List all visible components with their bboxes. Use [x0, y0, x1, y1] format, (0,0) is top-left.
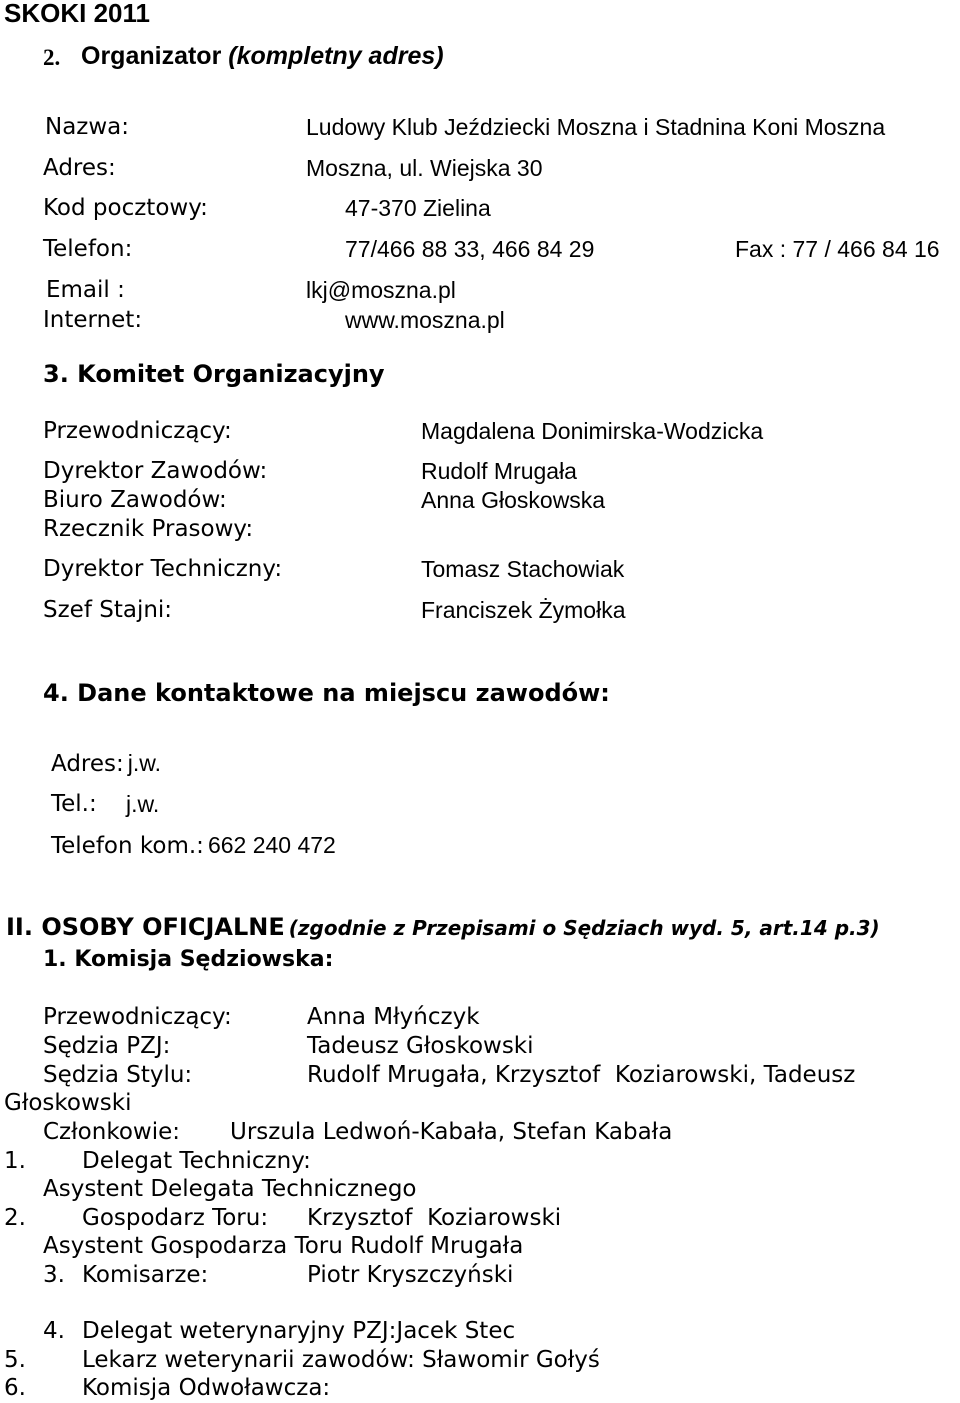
tech-delegate-label: Delegat Techniczny: — [82, 1148, 311, 1174]
pzj-judge-label: Sędzia PZJ: — [43, 1033, 171, 1059]
list-number: 1. — [4, 1148, 26, 1174]
phone-label: Telefon: — [43, 236, 133, 262]
pzj-judge-value: Tadeusz Głoskowski — [307, 1033, 534, 1059]
tech-director-label: Dyrektor Techniczny: — [43, 556, 283, 582]
email-value: lkj@moszna.pl — [306, 277, 456, 303]
officials-heading — [6, 915, 880, 939]
organizer-heading-note: (kompletny adres) — [228, 42, 444, 70]
jury-chair-label: Przewodniczący: — [43, 1004, 232, 1030]
jury-heading: 1. Komisja Sędziowska: — [43, 947, 334, 972]
name-value: Ludowy Klub Jeździecki Moszna i Stadnina Koni Moszna — [306, 114, 886, 140]
officials-heading-main: II. OSOBY OFICJALNE — [6, 913, 285, 941]
section-number: 2. — [43, 45, 61, 70]
postal-value: 47-370 Zielina — [345, 195, 491, 221]
name-label: Nazwa: — [45, 114, 130, 140]
list-number: 2. — [4, 1205, 26, 1231]
stable-label: Szef Stajni: — [43, 597, 173, 623]
contact-mobile-label: Telefon kom.: — [51, 833, 204, 859]
appeal-committee-text: Komisja Odwoławcza: — [82, 1375, 331, 1401]
style-judge-value: Rudolf Mrugała, Krzysztof Koziarowski, Tadeusz — [307, 1062, 856, 1088]
chair-value: Magdalena Donimirska-Wodzicka — [421, 418, 764, 444]
list-number: 6. — [4, 1375, 26, 1401]
organizer-heading-main: Organizator — [81, 42, 222, 70]
page-title: SKOKI 2011 — [4, 0, 150, 28]
organizer-heading — [81, 44, 444, 69]
contact-heading: 4. Dane kontaktowe na miejscu zawodów: — [43, 679, 610, 707]
course-designer-value: Krzysztof Koziarowski — [307, 1205, 562, 1231]
email-label: Email : — [46, 277, 125, 303]
contact-tel-label: Tel.: — [51, 791, 97, 817]
phone-value: 77/466 88 33, 466 84 29 — [345, 236, 595, 262]
tech-delegate-assistant: Asystent Delegata Technicznego — [43, 1176, 417, 1202]
press-label: Rzecznik Prasowy: — [43, 516, 254, 542]
contact-tel-value: j.w. — [126, 791, 160, 817]
vet-text: Lekarz weterynarii zawodów: Sławomir Gołyś — [82, 1347, 600, 1373]
contact-mobile-value: 662 240 472 — [207, 832, 336, 858]
style-judge-label: Sędzia Stylu: — [43, 1062, 193, 1088]
address-value: Moszna, ul. Wiejska 30 — [306, 155, 543, 181]
internet-value: www.moszna.pl — [345, 307, 505, 333]
officials-heading-note: (zgodnie z Przepisami o Sędziach wyd. 5, art.14 p.3) — [288, 916, 880, 940]
contact-address-label: Adres: — [51, 751, 124, 777]
fax-value: Fax : 77 / 466 84 16 — [735, 236, 940, 262]
course-designer-assistant: Asystent Gospodarza Toru Rudolf Mrugała — [43, 1233, 524, 1259]
list-number: 4. — [43, 1318, 65, 1344]
jury-chair-value: Anna Młyńczyk — [307, 1004, 480, 1030]
style-judge-value-cont: Głoskowski — [4, 1090, 132, 1116]
stewards-value: Piotr Kryszczyński — [307, 1262, 514, 1288]
tech-director-value: Tomasz Stachowiak — [421, 556, 625, 582]
director-label: Dyrektor Zawodów: — [43, 458, 268, 484]
list-number: 5. — [4, 1347, 26, 1373]
contact-address-value: j.w. — [127, 750, 161, 776]
address-label: Adres: — [43, 155, 116, 181]
postal-label: Kod pocztowy: — [43, 195, 208, 221]
contact-address-row — [51, 752, 161, 776]
members-label: Członkowie: — [43, 1119, 180, 1145]
members-value: Urszula Ledwoń-Kabała, Stefan Kabała — [230, 1119, 673, 1145]
director-value: Rudolf Mrugała — [421, 458, 577, 484]
office-value: Anna Głoskowska — [421, 487, 606, 513]
chair-label: Przewodniczący: — [43, 418, 232, 444]
internet-label: Internet: — [43, 307, 143, 333]
list-number: 3. — [43, 1262, 65, 1288]
office-label: Biuro Zawodów: — [43, 487, 227, 513]
course-designer-label: Gospodarz Toru: — [82, 1205, 269, 1231]
vet-delegate-text: Delegat weterynaryjny PZJ:Jacek Stec — [82, 1318, 516, 1344]
contact-mobile-row — [51, 834, 336, 858]
stewards-label: Komisarze: — [82, 1262, 209, 1288]
stable-value: Franciszek Żymołka — [421, 597, 626, 623]
committee-heading: 3. Komitet Organizacyjny — [43, 360, 385, 388]
